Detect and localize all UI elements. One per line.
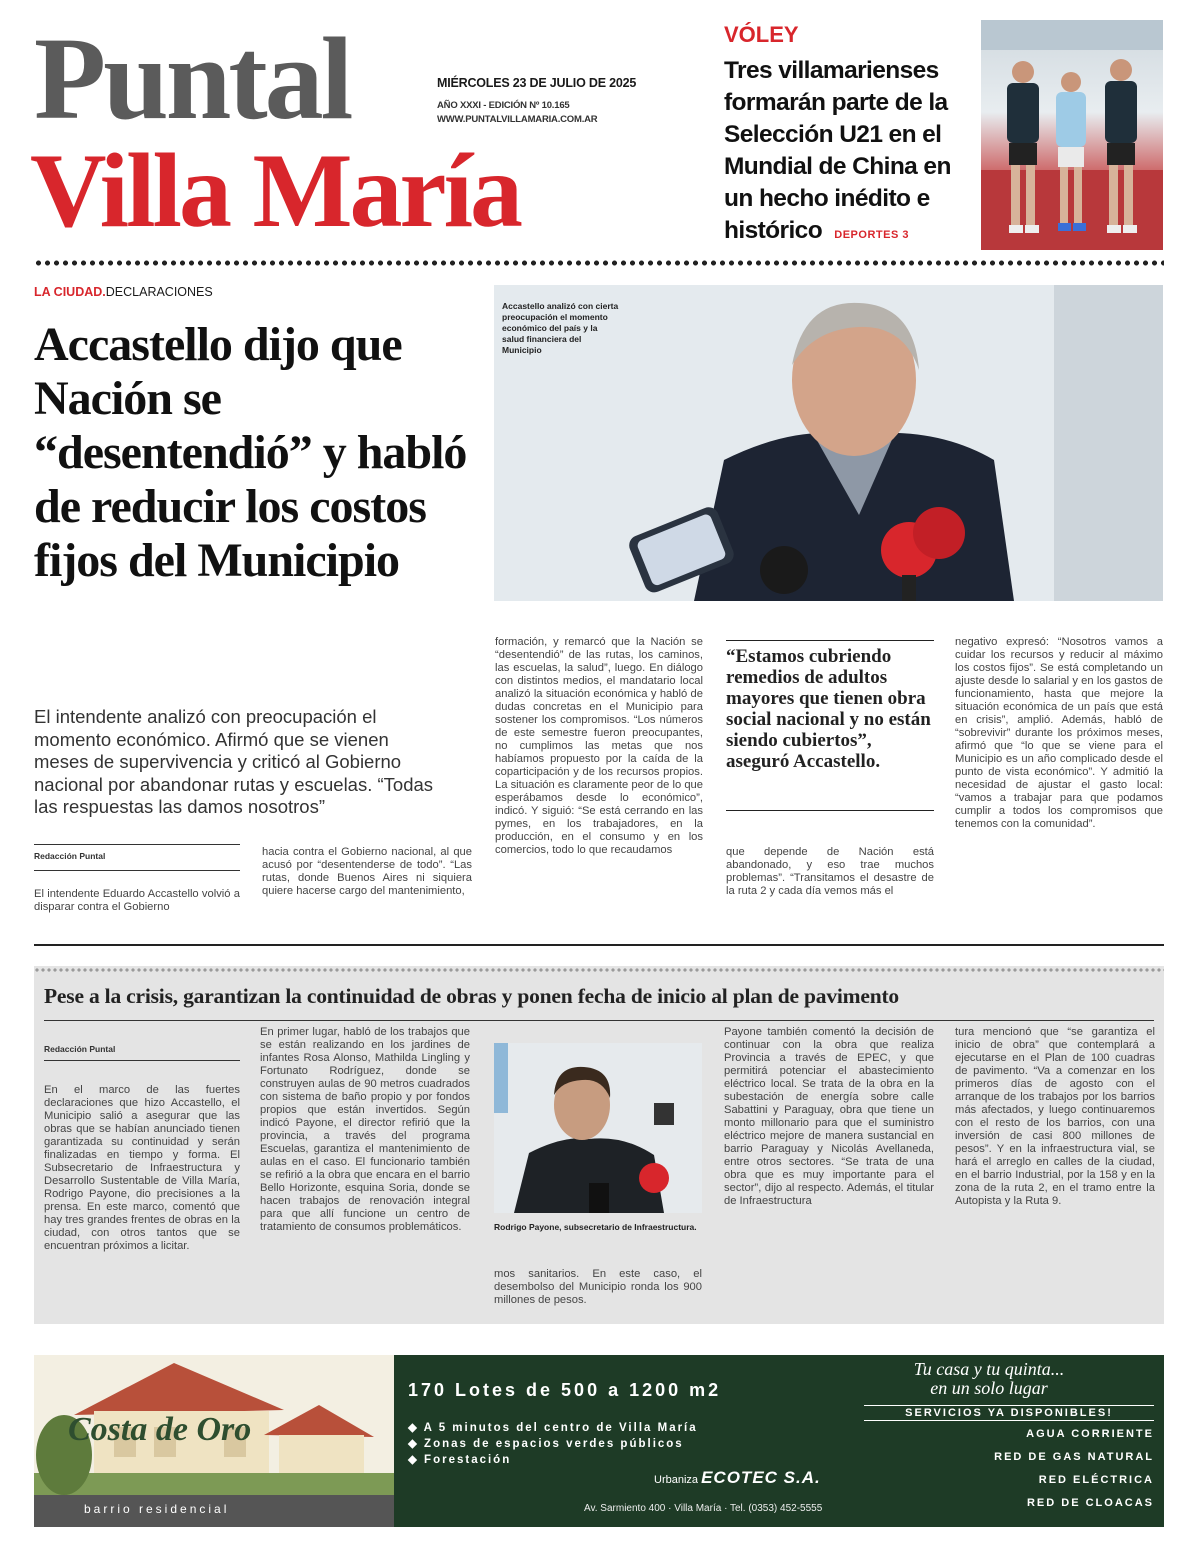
teaser-photo-volleyball-players[interactable] (981, 20, 1163, 250)
costa-de-oro-advertisement[interactable] (34, 1355, 1164, 1527)
teaser-headline[interactable]: Tres villamarienses formarán parte de la Selección U21 en el Mundial de China en un hecho inédito e histórico DEPORTES 3 (724, 57, 951, 244)
ad-service-item: RED DE GAS NATURAL (994, 1451, 1154, 1463)
issue-date: MIÉRCOLES 23 DE JULIO DE 2025 (437, 76, 637, 90)
website-link[interactable]: WWW.PUNTALVILLAMARIA.COM.AR (437, 114, 598, 125)
masthead-logo-villa-maria[interactable]: Villa María (30, 132, 521, 249)
ad-service-item: RED DE CLOACAS (1026, 1497, 1154, 1509)
ad-urbanizer: Urbaniza ECOTEC S.A. (654, 1468, 821, 1487)
ad-slogan (824, 1360, 1154, 1398)
box-body-col5: tura mencionó que “se garantiza el inicio de obra” que contemplará a ejecutarse en el Plan de 100 cuadras de pavimento. “Va a comenzar en los primeros días de agosto con el arranque de los trabajos por los barrios más afectados, y luego continuaremos con el resto de los barrios, con una inversión de casi 800 millones de pesos”. Y en la infraestructura vial, se hará el arreglo en calles de la ciudad, en el barrio Industrial, por la 158 y en la zona de la ruta 2, en el tramo entre la Autopista y la Ruta 9. (955, 1026, 1155, 1207)
box-photo-caption: Rodrigo Payone, subsecretario de Infraestructura. (494, 1222, 697, 1232)
ad-slogan-line1: Tu casa y tu quinta... (913, 1359, 1065, 1379)
box-head-rule (44, 1020, 1154, 1021)
ad-features-list (408, 1420, 698, 1468)
main-body-col4: que depende de Nación está abandonado, y eso trae muchos problemas”. “Transitamos el desastre de la ruta 2 y cada día vemos más el (726, 846, 934, 897)
byline-rule-top (34, 844, 240, 845)
box-headline[interactable]: Pese a la crisis, garantizan la continuidad de obras y ponen fecha de inicio al plan de pavimento (44, 984, 899, 1008)
edition-number: AÑO XXXI - EDICIÓN Nº 10.165 (437, 100, 570, 111)
main-headline[interactable]: Accastello dijo que Nación se “desentendió” y habló de reducir los costos fijos del Municipio (34, 318, 467, 587)
box-byline-rule (44, 1060, 240, 1061)
box-byline: Redacción Puntal (44, 1044, 116, 1054)
ad-slogan-line2: en un solo lugar (930, 1378, 1048, 1398)
pull-quote-rule-top (726, 640, 934, 641)
ad-brand-logo: Costa de Oro (68, 1411, 252, 1448)
ad-feature-item: ◆ Forestación (408, 1454, 512, 1466)
masthead-dotted-divider (34, 258, 1164, 268)
box-body-col3: mos sanitarios. En este caso, el desembolso del Municipio ronda los 900 millones de pesos. (494, 1268, 702, 1306)
main-body-col3: formación, y remarcó que la Nación se “desentendió” de las rutas, los caminos, las escuelas, la salud”, luego. En diálogo con distintos medios, el mandatario local analizó la situación económica y habló de dudas concretas en el Municipio para sostener los compromisos. “Los números de este semestre fueron preocupantes, no cumplimos las metas que nos habíamos propuesto por la caída de la coparticipación y de los recursos propios. La situación es claramente peor de lo que esperábamos desde lo económico”, indicó. Y siguió: “Se está cerrando en las pymes, en los trabajadores, en la producción, en el consumo y en los comercios, todo lo que recaudamos (495, 636, 703, 856)
ad-feature-item: ◆ A 5 minutos del centro de Villa María (408, 1422, 698, 1434)
box-dotted-top (34, 966, 1164, 974)
teaser-section-ref[interactable]: DEPORTES 3 (834, 229, 909, 241)
main-body-col5: negativo expresó: “Nosotros vamos a cuidar los recursos y reducir al máximo los costos fijos”. Se está completando un ajuste desde lo salarial y en los gastos de funcionamiento, hasta que mejore la situación económica de un país que está en crisis”, amplió. Además, habló de “sobrevivir” durante los próximos meses, afirmó que “lo que se viene para el Municipio es un año complicado desde el punto de vista económico”. Y admitió la necesidad de ajustar el gasto local: “vamos a trabajar para que podamos cumplir a todos los compromisos que tenemos con la comunidad”. (955, 636, 1163, 830)
main-photo-caption: Accastello analizó con cierta preocupación el momento económico del país y la salud financiera del Municipio (502, 301, 619, 355)
main-photo-accastello-interview[interactable] (494, 285, 1163, 601)
page-bottom-margin (0, 1528, 1200, 1553)
main-body-col1: El intendente Eduardo Accastello volvió a disparar contra el Gobierno (34, 888, 240, 913)
ad-lots-headline: 170 Lotes de 500 a 1200 m2 (408, 1380, 722, 1400)
section-tag[interactable]: LA CIUDAD.DECLARACIONES (34, 285, 213, 299)
box-body-col1: En el marco de las fuertes declaraciones que hizo Accastello, el Municipio salió a asegurar que las obras que se habían anunciado tienen garantizada su continuidad y serán finalizadas en tiempo y forma. El Subsecretario de Infraestructura y Desarrollo Sustentable de Villa María, Rodrigo Payone, dio precisiones a la prensa. En este marco, comentó que hay tres grandes frentes de obras en la ciudad, con otros tantos que se encuentran próximos a licitar. (44, 1084, 240, 1252)
main-body-col2: hacia contra el Gobierno nacional, al que acusó por “desentenderse de todo”. “Las rutas, donde Buenos Aires ni siquiera quiere hacerse cargo del mantenimiento, (262, 846, 472, 897)
box-body-col2: En primer lugar, habló de los trabajos que se están realizando en los jardines de infantes Rosa Alonso, Mathilda Lingling y Fortunato Rodríguez, donde se construyen aulas de 90 metros cuadrados con sistema de baño propio y por fondos propios que están invertidos. Según indicó Payone, el director refirió que la provincia, a través del programa Escuelas, garantiza el mantenimiento de aulas en el caso. El funcionario también se refirió a la obra que encara en el barrio Bello Horizonte, esquina Soria, donde se hacen trabajos de renovación integral para que allí funcione un centro de tratamiento de consumos problemáticos. (260, 1026, 470, 1233)
teaser-kicker: VÓLEY (724, 22, 799, 47)
ad-service-item: RED ELÉCTRICA (1038, 1474, 1154, 1486)
ad-feature-item: ◆ Zonas de espacios verdes públicos (408, 1438, 684, 1450)
ad-brand-sub: barrio residencial (84, 1502, 230, 1516)
main-dek: El intendente analizó con preocupación el momento económico. Afirmó que se vienen meses de supervivencia y criticó al Gobierno nacional por abandonar rutas y escuelas. “Todas las respuestas las damos nosotros” (34, 706, 434, 817)
pull-quote-rule-bottom (726, 810, 934, 811)
ad-services-title: SERVICIOS YA DISPONIBLES! (864, 1405, 1154, 1421)
box-photo-payone[interactable] (494, 1043, 702, 1213)
byline-rule-bottom (34, 870, 240, 871)
section-divider (34, 944, 1164, 946)
pull-quote: “Estamos cubriendo remedios de adultos mayores que tienen obra social nacional y no están siendo cubiertos”, aseguró Accastello. (726, 646, 931, 772)
box-body-col4: Payone también comentó la decisión de continuar con la obra que realiza Provincia a través de EPEC, y que permitirá potenciar el abastecimiento eléctrico local. Se trata de la obra en la subestación de energía sobre calle Sabattini y Paraguay, obra que tiene un monto millonario para que el suministro eléctrico mejore de manera sustancial en barrio Paraguay y Nicolás Avellaneda, entre otros sectores. “Se trata de una obra que es muy importante para el sector”, dijo al respecto. Además, el titular de Infraestructura (724, 1026, 934, 1207)
ad-service-item: AGUA CORRIENTE (1026, 1428, 1154, 1440)
ad-address: Av. Sarmiento 400 · Villa María · Tel. (0353) 452-5555 (584, 1503, 823, 1514)
masthead-logo-puntal[interactable]: Puntal (34, 13, 351, 144)
main-byline: Redacción Puntal (34, 851, 106, 861)
